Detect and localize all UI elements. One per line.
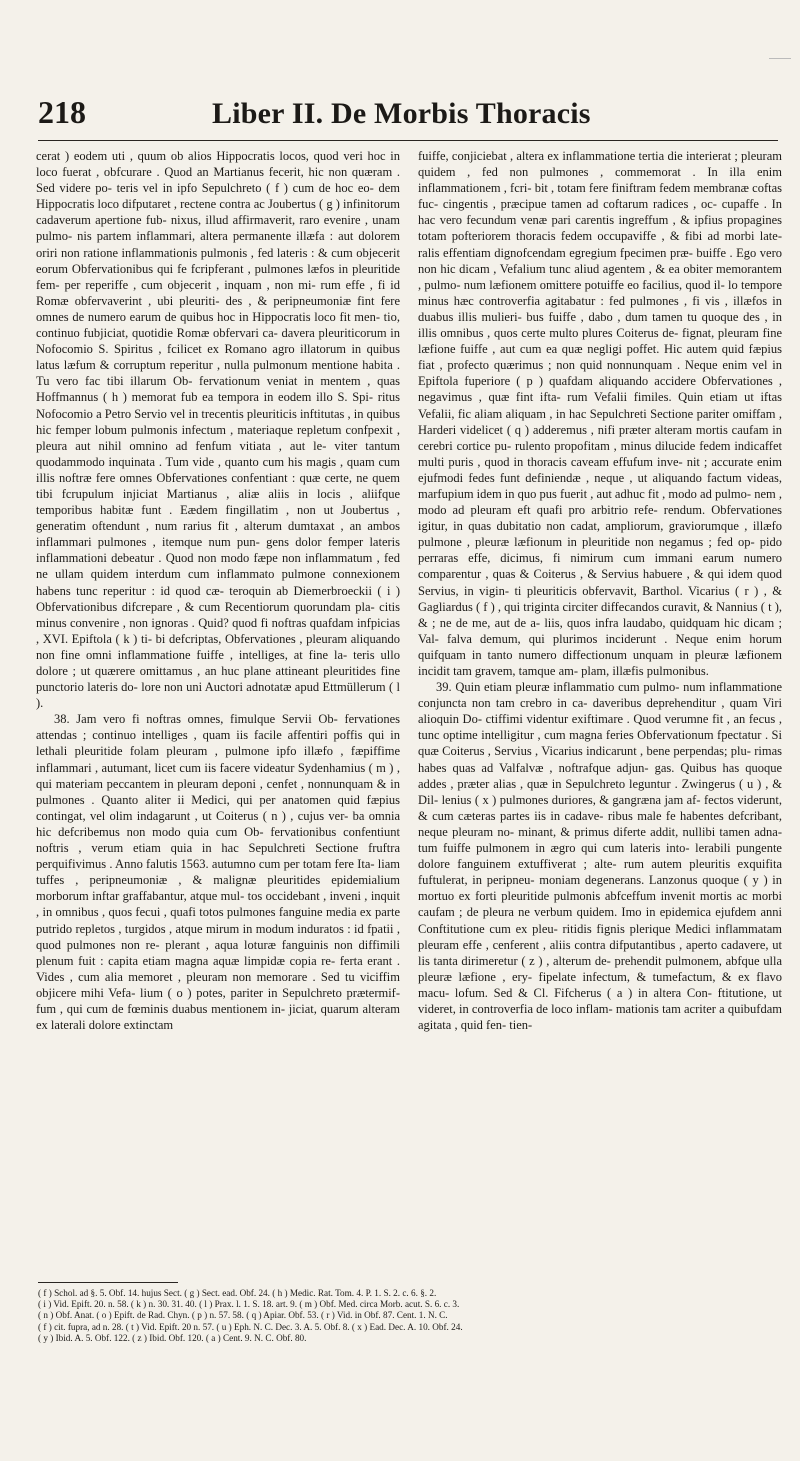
footnote-rule xyxy=(38,1282,178,1283)
right-column xyxy=(418,148,782,1272)
paragraph: 39. Quin etiam pleuræ inflammatio cum pulmo- num inflammatione conjuncta non tam crebro in ca- daveribus deprehenditur , quam Viri alioquin Do- ctiffimi videntur exiftimare . Quod verumne fit , an fecus , tunc optime intelligitur , cum magna feries Obfervationum fpectatur . Si quæ Coiterus , Servius , Vicarius indicarunt , bene perpendas; plu- rimas habes quas ad Valfalvæ , noftrafque adjun- gas. Quibus has quoque addes , præter alias , quæ in Sepulchreto leguntur . Zwingerus ( u ) , & Dil- lenius ( x ) pulmones duriores, & gangræna jam af- fectos viderunt, & cum cæteras partes iis in cadave- ribus male fe habentes defcribant, neque pleuram no- minant, & primus diferte addit, nullibi tamen adna- tum fuiffe pulmonem in ægro qui cum lateris into- lerabili pungente dolore fanguinem extuffiverat ; alte- rum autem pleuritis exquifita fuftulerat, in peripneu- moniam degenerans. Lanzonus quoque ( y ) in mortuo ex forti pleuritide pulmonis abfceffum invenit mortis ac morbi caufam ; de pleura ne verbum quidem. Imo in epidemica ejufdem anni Conftitutione cum ex pleu- ritidis fignis plerique Medici inflammatam pleuram effe , cenferent , aliis contra difputantibus , aperto cadavere, ut lis tanta dirimeretur ( z ) , alterum de- prehendit pulmonem, abfque ulla pleuræ læfione , ery- fipelate infectum, & tumefactum, & ex flavo macu- lofum. Sed & Cl. Fifcherus ( a ) in altera Con- ftitutione, ut videret, in controverfia de loco inflam- mationis tam acriter a quibufdam agitata , quid fen- tien- xyxy=(418,680,782,1033)
footnote-line: ( f ) cit. fupra, ad n. 28. ( t ) Vid. Epift. 20 n. 57. ( u ) Eph. N. C. Dec. 3. A. 5. Obf. 8. ( x ) Ead. Dec. A. 10. Obf. 24. xyxy=(38,1321,463,1332)
left-column xyxy=(36,148,400,1272)
footnote-line: ( f ) Schol. ad §. 5. Obf. 14. hujus Sect. ( g ) Sect. ead. Obf. 24. ( h ) Medic. Rat. Tom. 4. P. 1. S. 2. c. 6. §. 2. xyxy=(38,1288,437,1298)
paragraph: fuiffe, conjiciebat , altera ex inflammatione tertia die interierat ; pleuram quidem , fed non pulmones , commemorat . In illa enim inflammationem , fcri- bit , totam fere finiftram fedem membranæ coftas fuc- cingentis , præcipue tamen ad coftarum radices , oc- cupaffe . In hac vero fecundum venæ pari carentis ingreffum , & ipfius propagines totam pofteriorem thoracis fedem occupaviffe , & fibi ad morbi late- ralis effentiam dignofcendam egregium fpecimen præ- buiffe . Ego vero non hic dicam , Vefalium tunc aliud agentem , & ea obiter memorantem , pulmo- num læfionem omittere potuiffe eo facilius, quod il- lo tempore minus hæc controverfia agitabatur : fed pulmones , fi vis , illæfos in duabus illis mulieri- bus fuiffe , dabo , dum tamen tu quoque des , in illis omnibus , quos certe multo plures Coiterus de- fignat, pleuram fine læfione fuiffe , aut cum ea quæ negligi poffet. Hic autem quid fæpius fiat , profecto quærimus ; non quid nonnunquam . Neque enim vel in Epiftola fuperiore ( p ) quafdam aliquando accidere Obfervationes , negavimus , quæ fint ifta- rum Vefalii fimiles. Quin etiam ut iftas Vefalii, fic aliam aliquam , in hac Sepulchreti Sectione pariter omiffam , Harderi videlicet ( q ) adderemus , nifi præter alteram mortis caufam in cerebri cortice pu- rulento propofitam , minus dilucide fedem indicaffet multi puris , quod in thoracis caveam effufum inve- nit ; accurate enim ejufmodi fedes funt definiendæ , neque , ut aliquando factum videas, marfupium idem in quo pus fuerit , aut adhuc fit , modo ad pulmo- nem , modo ad pleuram eft quafi pro arbitrio refe- rendum. Obfervationes igitur, in quas dubitatio non cadat, ampliorum, graviorumque , illæfo pulmone , pleuræ læfionum in pleuritide non negamus ; fed op- pido perraras effe, dicimus, fi nimirum cum immani earum numero comparentur , quas & Coiterus , & Servius habuere , & qui idem quod Servius, in vigin- ti pleuriticis obfervavit, Barthol. Vicarius ( r ) , & Gagliardus ( f ) , qui triginta circiter diffecandos curavit, & Nannius ( t ), & ; ne de me, aut de a- liis, quos infra laudabo, quidquam hic dicam ; Val- falva demum, qui plurimos inciderunt . Neque enim horum quifquam in tanto numero diffectionum unquam in pleuræ læfionem incidit tam gravem, tamque am- plam, illæfis pulmonibus. xyxy=(418,149,782,678)
footnote-line: ( n ) Obf. Anat. ( o ) Epift. de Rad. Chyn. ( p ) n. 57. 58. ( q ) Apiar. Obf. 53. ( r ) Vid. in Obf. 87. Cent. 1. N. C. xyxy=(38,1310,448,1321)
footnote-line: ( y ) Ibid. A. 5. Obf. 122. ( z ) Ibid. Obf. 120. ( a ) Cent. 9. N. C. Obf. 80. xyxy=(38,1332,307,1343)
page-header xyxy=(38,94,780,140)
text-columns xyxy=(36,148,782,1272)
paragraph: 38. Jam vero fi noftras omnes, fimulque Servii Ob- fervationes attendas ; continuo intelliges , quam iis facile affentiri poffis qui in lethali pleuritide folam pleuram , pulmone ipfo illæfo , fæpiffime inflammari , autumant, licet cum iis facere videatur Sydenhamius ( m ) , qui materiam peccantem in pleuram deponi , cenfet , nonnunquam & in pulmones . Quanto aliter ii Medici, qui per anatomen quid fæpius contingat, vel olim indagarunt , ut Coiterus ( n ) , cujus ver- ba omnia hic defcribemus non modo quia cum Ob- fervationibus confentiunt noftris , verum etiam quia in hac Sepulchreti Sectione fruftra perquifivimus . Anno falutis 1563. autumno cum per totam fere Ita- liam tuffes , peripneumoniæ , & malignæ pleuritides epidemialium morborum inftar graffabantur, atque mul- tos occidebant , inveni , inquit , in omnibus , quos fecui , quafi totos pulmones fanguine media ex parte putrido repletos , turgidos , atque mirum in modum induratos : id fpatii , quod pulmones non re- plerant , aqua loturæ fanguinis non diffimili plenum fuit : capita etiam magna aquæ limpidæ copia re- ferta erant . Vides , cum alia memoret , pleuram non memorare . Sed tu viciffim objicere mihi Vefa- lium ( o ) potes, pariter in Sepulchreto prætermif- fum , qui cum de fœminis duabus mentionem in- jiciat, quarum alteram ex laterali dolore extinctam xyxy=(36,712,400,1033)
running-head: Liber II. De Morbis Thoracis xyxy=(212,97,591,130)
margin-mark xyxy=(769,58,791,71)
page-number: 218 xyxy=(38,94,86,130)
footnote-line: ( i ) Vid. Epift. 20. n. 58. ( k ) n. 30. 31. 40. ( l ) Prax. l. 1. S. 18. art. 9. ( m ) Obf. Med. circa Morb. acut. S. 6. c. 3. xyxy=(38,1299,460,1310)
header-rule xyxy=(38,140,778,141)
footnotes xyxy=(38,1288,778,1344)
paragraph: cerat ) eodem uti , quum ob alios Hippocratis locos, quod veri hoc in loco fuerat , obfcurare . Quod an Martianus fecerit, hic non quæram . Sed videre po- teris vel in ipfo Sepulchreto ( f ) cum de hoc eo- dem Hippocratis loco difputaret , rectene contra ac Joubertus ( g ) infinitorum cadaverum apertione fub- nixus, illud affirmaverit, raro evenire , unam pulmo- nis partem inflammari, altera permanente illæfa : aut dolorem oriri non ratione inflammationis pulmonis , fed lateris : & cum objecerit eorum Obfervationibus qui fe fcripferant , pulmones læfos in pleuritide fem- per reperiffe , cum objecerit , inquam , non mi- rum effe , fi id Romæ obfervaverint , ubi pleuriti- des , & peripneumoniæ fint fere omnes de numero earum de quibus hoc in Hippocratis loco fit men- tio, continuo fubjiciat, quotidie Romæ obfervari ca- davera pleuriticorum in Nofocomio S. Spiritus , fcilicet ex Romano agro illatorum in quibus latus læfum & corruptum reperitur , nulla pulmonum mentione habita . Tu vero fac tibi illarum Ob- fervationum veniat in mentem , quas Hoffmannus ( h ) memorat fub ea tempora in eodem illo S. Spi- ritus Nofocomio a Petro Servio vel in trecentis pleuriticis inftitutas , in quibus hic femper lobum pulmonis infectum , materiaque repletum confpexit , pleura aut nihil omnino ad fenfum vitiata , aut le- viter tantum quodammodo inquinata . Tum vide , quanto cum his magis , quam cum illis noftræ fere omnes Obfervationes confentiant : quæ certe, ne quem tibi fcrupulum injiciat Martianus , aliæ aliis in locis , aliifque temporibus habitæ funt . Eædem fingillatim , non ut Joubertus , generatim oftendunt , num rarius fit , alterum dumtaxat , an ambos inflammari pulmones , itemque num pun- gens dolor femper lateris inflammationi debeatur . Quod non modo fæpe non inflammatum , fed ne ullam quidem interdum cum inflammato pulmone connexionem habens tunc reperitur : id quod cæ- teroquin ab Diemerbroeckii ( i ) Obfervationibus difcrepare , & cum Recentiorum quorundam pla- citis minus convenire , non ignoras . Quid? quod fi noftras quafdam infpicias , XVI. Epiftola ( k ) ti- bi defcriptas, Obfervationes , pleuram aliquando non fine omni inflammatione fuiffe , intelliges, at fine la- teris ullo dolore ; ut quærere omittamus , an huc plane attineant pleuritides fine punctorio lateris do- lore non uni Auctori adnotatæ apud Ettmüllerum ( l ). xyxy=(36,149,400,711)
